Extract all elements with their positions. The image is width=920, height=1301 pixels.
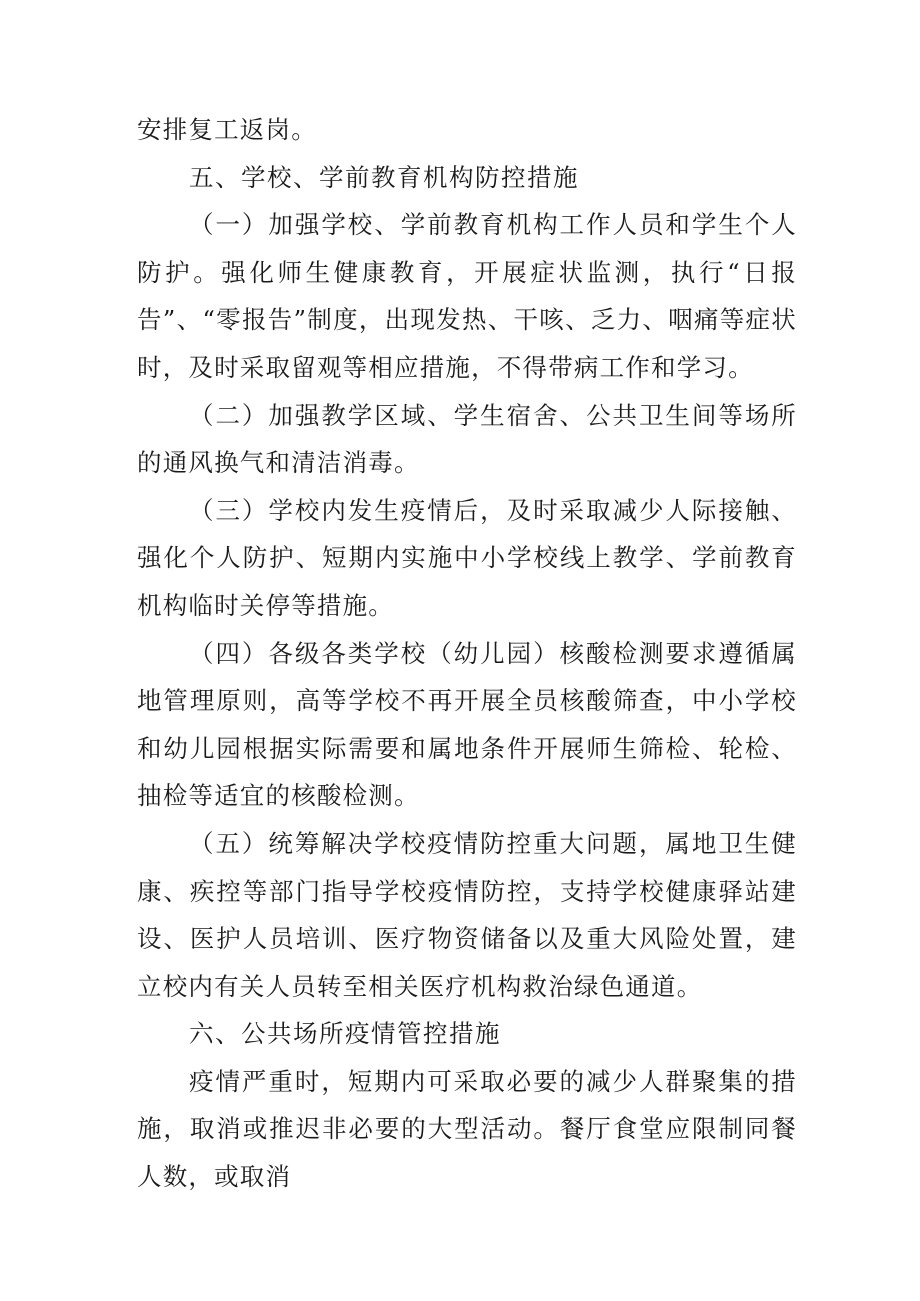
section-heading-five: 五、学校、学前教育机构防控措施 [189, 162, 579, 192]
paragraph-item-five: （五）统筹解决学校疫情防控重大问题，属地卫生健康、疾控等部门指导学校疫情防控，支持学校健康驿站建设、医护人员培训、医疗物资储备以及重大风险处置，建立校内有关人员转至相关医疗机构救治绿色通道。 [137, 828, 797, 1001]
paragraph-continuation: 安排复工返岗。 [137, 115, 317, 144]
section-heading-six: 六、公共场所疫情管控措施 [189, 1019, 501, 1049]
paragraph-item-four: （四）各级各类学校（幼儿园）核酸检测要求遵循属地管理原则，高等学校不再开展全员核酸筛查，中小学校和幼儿园根据实际需要和属地条件开展师生筛检、轮检、抽检等适宜的核酸检测。 [137, 638, 797, 811]
paragraph-item-one: （一）加强学校、学前教育机构工作人员和学生个人防护。强化师生健康教育，开展症状监测，执行“日报告”、“零报告”制度，出现发热、干咳、乏力、咽痛等症状时，及时采取留观等相应措施，不得带病工作和学习。 [137, 210, 797, 382]
document-body [137, 106, 797, 1201]
paragraph-item-two: （二）加强教学区域、学生宿舍、公共卫生间等场所的通风换气和清洁消毒。 [137, 400, 797, 478]
paragraph-item-three: （三）学校内发生疫情后，及时采取减少人际接触、强化个人防护、短期内实施中小学校线上教学、学前教育机构临时关停等措施。 [137, 495, 797, 620]
paragraph-public-places: 疫情严重时，短期内可采取必要的减少人群聚集的措施，取消或推迟非必要的大型活动。餐厅食堂应限制同餐人数，或取消 [137, 1066, 797, 1192]
